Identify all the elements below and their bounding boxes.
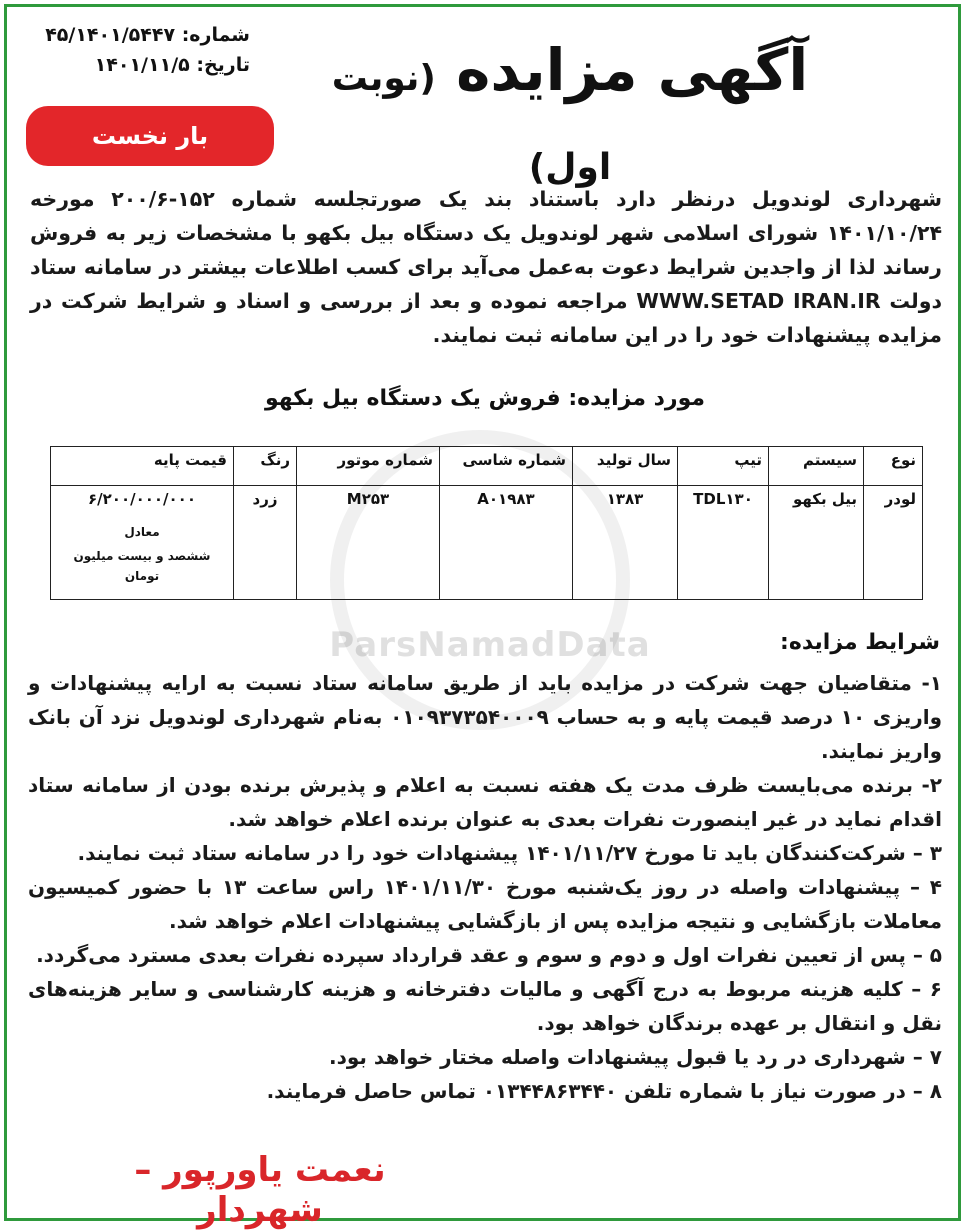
condition-item: ۴ – پیشنهادات واصله در روز یک‌شنبه مورخ ۱۴۰۱/۱۱/۳۰ راس ساعت ۱۳ با حضور کمیسیون معاملات بازگشایی و نتیجه مزایده پس از بازگشایی پیشنهادات اعلام خواهد شد. [28, 875, 942, 933]
condition-item: ۳ – شرکت‌کنندگان باید تا مورخ ۱۴۰۱/۱۱/۲۷ پیشنهادات خود را در سامانه ستاد ثبت نمایند. [77, 841, 942, 865]
cell-model: TDL۱۳۰ [678, 486, 769, 600]
first-time-badge: بار نخست [26, 106, 274, 166]
col-year: سال تولید [573, 447, 678, 486]
price-equiv-label: معادل [124, 525, 160, 539]
col-engine: شماره موتور [297, 447, 440, 486]
col-system: سیستم [769, 447, 864, 486]
cell-chassis: A۰۱۹۸۳ [440, 486, 573, 600]
table-row [51, 486, 923, 600]
date-line [40, 50, 250, 80]
website-link[interactable]: WWW.SETAD IRAN.IR [636, 289, 881, 313]
conditions-title: شرایط مزایده: [780, 630, 940, 655]
col-model: تیپ [678, 447, 769, 486]
cell-engine: M۲۵۳ [297, 486, 440, 600]
cell-price [51, 486, 234, 600]
price-value: ۶/۲۰۰/۰۰۰/۰۰۰ [88, 490, 196, 508]
cell-color: زرد [234, 486, 297, 600]
conditions-list [28, 666, 942, 1108]
condition-item: ۱- متقاضیان جهت شرکت در مزایده باید از طریق سامانه ستاد نسبت به ارایه پیشنهادات و واریزی ۱۰ درصد قیمت پایه و به حساب ۰۱۰۹۳۷۳۵۴۰۰۰۹ به‌نام شهرداری لوندویل نزد آن بانک واریز نمایند. [28, 671, 943, 763]
number-value: ۴۵/۱۴۰۱/۵۴۴۷ [45, 24, 176, 46]
cell-type: لودر [864, 486, 923, 600]
col-color: رنگ [234, 447, 297, 486]
number-label: شماره: [181, 24, 250, 46]
condition-item: ۲- برنده می‌بایست ظرف مدت یک هفته نسبت به اعلام و پذیرش برنده بودن از سامانه ستاد اقدام نماید در غیر اینصورت نفرات بعدی به عنوان برنده اعلام خواهد شد. [28, 773, 942, 831]
date-value: ۱۴۰۱/۱۱/۵ [94, 54, 190, 76]
date-label: تاریخ: [196, 54, 250, 76]
org-name: شهرداری لوندویل [751, 187, 942, 211]
col-type: نوع [864, 447, 923, 486]
cell-year: ۱۳۸۳ [573, 486, 678, 600]
cell-system: بیل بکهو [769, 486, 864, 600]
intro-paragraph [30, 182, 942, 352]
table-header-row [51, 447, 923, 486]
condition-item: ۶ – کلیه هزینه مربوط به درج آگهی و مالیات دفترخانه و هزینه کارشناسی و سایر هزینه‌های نقل و انتقال بر عهده برندگان خواهد بود. [28, 977, 942, 1035]
condition-item: ۷ – شهرداری در رد یا قبول پیشنهادات واصله مختار خواهد بود. [329, 1045, 942, 1069]
condition-item: ۸ – در صورت نیاز با شماره تلفن ۰۱۳۴۴۸۶۳۴۴۰ تماس حاصل فرمایند. [266, 1079, 942, 1103]
mayor-signature: نعمت یاورپور – شهردار [134, 1150, 386, 1230]
title-main: آگهی مزایده [456, 36, 809, 104]
condition-item: ۵ – پس از تعیین نفرات اول و دوم و سوم و عقد قرارداد سپرده نفرات بعدی مسترد می‌گردد. [36, 943, 942, 967]
col-chassis: شماره شاسی [440, 447, 573, 486]
reference-block [40, 20, 250, 80]
price-words: ششصد و بیست میلیون تومان [73, 549, 211, 583]
intro-text-2: مراجعه نموده و بعد از بررسی و اسناد و شرایط شرکت در مزایده پیشنهادات خود را در این سامانه ثبت نمایند. [30, 289, 942, 347]
items-table [50, 446, 923, 600]
intro-text: درنظر دارد باستناد بند یک صورتجلسه شماره ۱۵۲-۲۰۰/۶ مورخه ۱۴۰۱/۱۰/۲۴ شورای اسلامی شهر لوندویل یک دستگاه بیل بکهو با مشخصات زیر به فروش رساند لذا از واجدین شرایط دعوت به‌عمل می‌آید برای کسب اطلاعات بیشتر در سامانه ستاد دولت [30, 187, 942, 313]
auction-subject: مورد مزایده: فروش یک دستگاه بیل بکهو [264, 386, 706, 411]
title-sub: (نوبت اول) [331, 58, 612, 188]
number-line [40, 20, 250, 50]
col-price: قیمت پایه [51, 447, 234, 486]
